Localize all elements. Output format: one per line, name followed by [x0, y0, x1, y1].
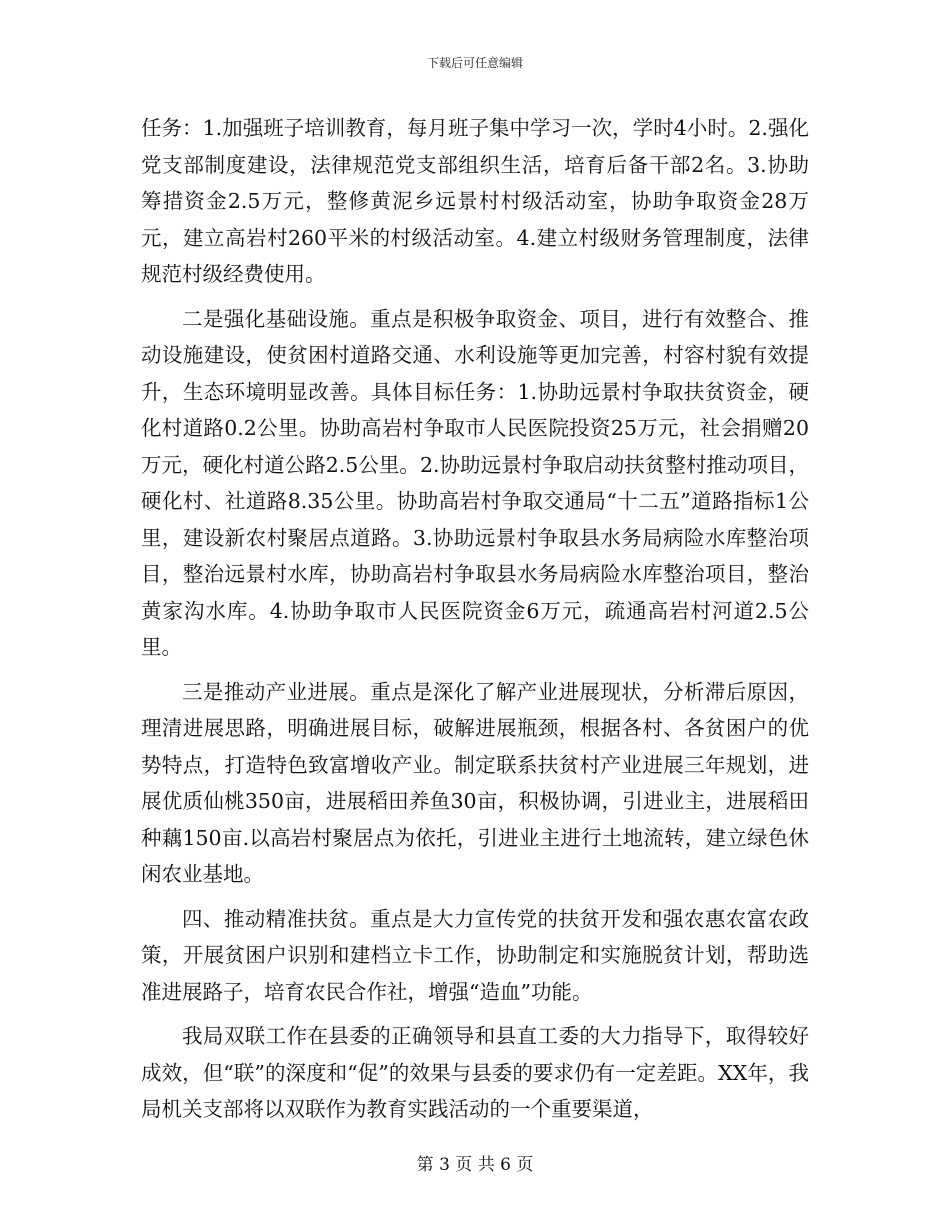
paragraph-tasks-continued: 任务：1.加强班子培训教育，每月班子集中学习一次，学时4小时。2.强化党支部制度建设，法律规范党支部组织生活，培育后备干部2名。3.协助筹措资金2.5万元，整修黄泥乡远景村村级活动室，协助争取资金28万元，建立高岩村260平米的村级活动室。4.建立村级财务管理制度，法律规范村级经费使用。 — [141, 116, 809, 286]
page-header: 下载后可任意编辑 — [426, 56, 523, 70]
paragraph-summary: 我局双联工作在县委的正确领导和县直工委的大力指导下，取得较好成效，但“联”的深度和“促”的效果与县委的要求仍有一定差距。XX年，我局机关支部将以双联作为教育实践活动的一个重要渠道， — [141, 1024, 809, 1121]
paragraph-poverty-alleviation: 四、推动精准扶贫。重点是大力宣传党的扶贫开发和强农惠农富农政策，开展贫困户识别和建档立卡工作，协助制定和实施脱贫计划，帮助选准进展路子，培育农民合作社，增强“造血”功能。 — [141, 906, 809, 1004]
paragraph-industry: 三是推动产业进展。重点是深化了解产业进展现状，分析滞后原因，理清进展思路，明确进展目标，破解进展瓶颈，根据各村、各贫困户的优势特点，打造特色致富增收产业。制定联系扶贫村产业进展三年规划，进展优质仙桃350亩，进展稻田养鱼30亩，积极协调，引进业主，进展稻田种藕150亩.以高岩村聚居点为依托，引进业主进行土地流转，建立绿色休闲农业基地。 — [141, 679, 809, 886]
page-footer: 第 3 页 共 6 页 — [416, 1155, 534, 1175]
document-body — [141, 110, 809, 1136]
paragraph-infrastructure: 二是强化基础设施。重点是积极争取资金、项目，进行有效整合、推动设施建设，使贫困村道路交通、水利设施等更加完善，村容村貌有效提升，生态环境明显改善。具体目标任务：1.协助远景村争取扶贫资金，硬化村道路0.2公里。协助高岩村争取市人民医院投资25万元，社会捐赠20万元，硬化村道公路2.5公里。2.协助远景村争取启动扶贫整村推动项目，硬化村、社道路8.35公里。协助高岩村争取交通局“十二五”道路指标1公里，建设新农村聚居点道路。3.协助远景村争取县水务局病险水库整治项目，整治远景村水库，协助高岩村争取县水务局病险水库整治项目，整治黄家沟水库。4.协助争取市人民医院资金6万元，疏通高岩村河道2.5公里。 — [141, 306, 809, 659]
